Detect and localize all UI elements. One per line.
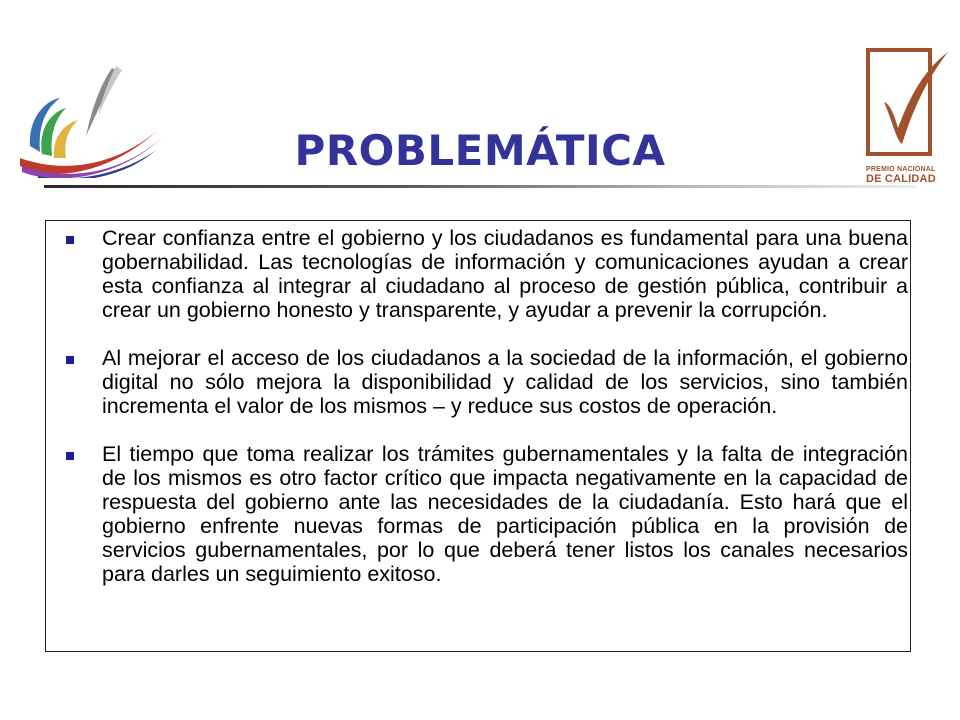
title-divider: [44, 185, 916, 188]
square-bullet-icon: [66, 236, 74, 244]
bullet-item: [60, 346, 908, 418]
bullet-item: [60, 226, 908, 322]
bullet-text: El tiempo que toma realizar los trámites gubernamentales y la falta de integración de los mismos es otro factor crítico que impacta negativamente en la capacidad de respuesta del gobierno ante las necesidades de la ciudadanía. Esto hará que el gobierno enfrente nuevas formas de participación pública en la provisión de servicios gubernamentales, por lo que deberá tener listos los canales necesarios para darles un seguimiento exitoso.: [102, 442, 908, 586]
award-title-line1: PREMIO NACIONAL: [866, 166, 936, 173]
bullet-text: Al mejorar el acceso de los ciudadanos a la sociedad de la información, el gobierno digital no sólo mejora la disponibilidad y calidad de los servicios, sino también incrementa el valor de los mismos – y reduce sus costos de operación.: [102, 346, 908, 418]
award-title-line2: DE CALIDAD: [866, 173, 936, 185]
square-bullet-icon: [66, 356, 74, 364]
slide-title: PROBLEMÁTICA: [294, 126, 666, 175]
bullet-list: [60, 226, 908, 610]
swoosh-logo-icon: [8, 58, 168, 178]
checkmark-icon: [858, 44, 954, 166]
square-bullet-icon: [66, 452, 74, 460]
bullet-text: Crear confianza entre el gobierno y los ciudadanos es fundamental para una buena gobernabilidad. Las tecnologías de información y comunicaciones ayudan a crear esta confianza al integrar al ciudadano al proceso de gestión pública, contribuir a crear un gobierno honesto y transparente, y ayudar a prevenir la corrupción.: [102, 226, 908, 322]
bullet-item: [60, 442, 908, 586]
award-logo: [858, 44, 954, 186]
